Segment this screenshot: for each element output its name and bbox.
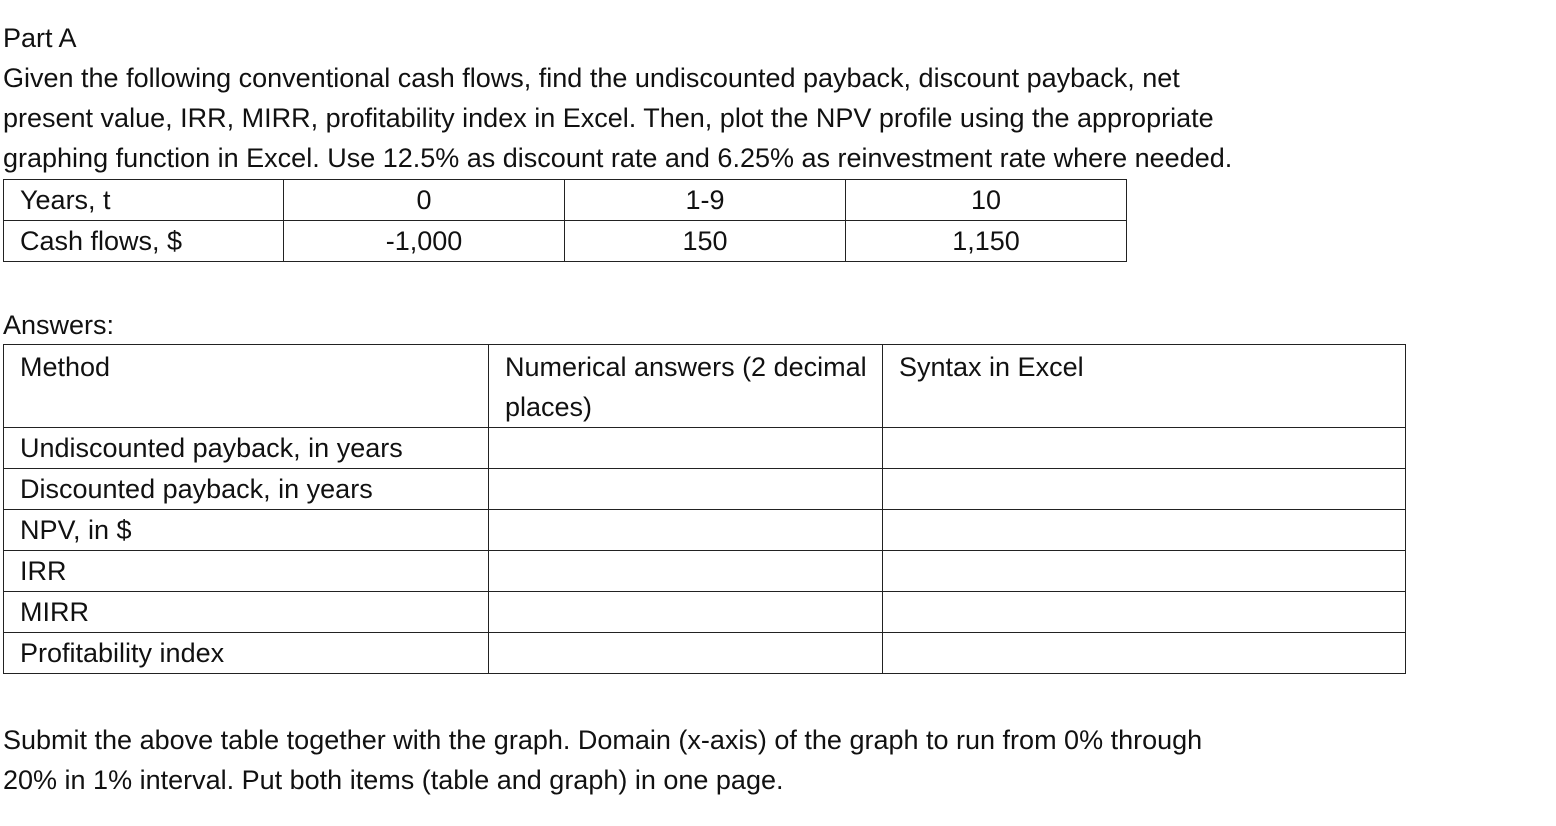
cash-flow-row-years — [4, 180, 1127, 221]
instructions-line-3: graphing function in Excel. Use 12.5% as discount rate and 6.25% as reinvestment rate where needed. — [3, 143, 1233, 173]
cash-flows-label: Cash flows, $ — [4, 221, 284, 262]
cash-flow-cell: -1,000 — [284, 221, 565, 262]
excel-syntax-header: Syntax in Excel — [883, 345, 1406, 428]
answer-cell[interactable] — [489, 510, 883, 551]
method-cell: IRR — [4, 551, 489, 592]
year-cell: 1-9 — [565, 180, 846, 221]
answer-cell[interactable] — [489, 551, 883, 592]
table-row — [4, 428, 1406, 469]
cash-flow-row-amounts — [4, 221, 1127, 262]
method-cell: NPV, in $ — [4, 510, 489, 551]
syntax-cell[interactable] — [883, 510, 1406, 551]
method-header: Method — [4, 345, 489, 428]
instructions-line-1: Given the following conventional cash flows, find the undiscounted payback, discount payback, net — [3, 63, 1180, 93]
year-cell: 10 — [846, 180, 1127, 221]
numerical-answers-header: Numerical answers (2 decimal places) — [489, 345, 883, 428]
answers-table — [3, 344, 1406, 674]
table-row — [4, 551, 1406, 592]
method-cell: Profitability index — [4, 633, 489, 674]
part-title: Part A — [3, 23, 77, 53]
answers-header-row — [4, 345, 1406, 428]
table-row — [4, 633, 1406, 674]
syntax-cell[interactable] — [883, 469, 1406, 510]
answer-cell[interactable] — [489, 469, 883, 510]
syntax-cell[interactable] — [883, 428, 1406, 469]
years-label: Years, t — [4, 180, 284, 221]
cash-flow-table — [3, 179, 1127, 262]
syntax-cell[interactable] — [883, 551, 1406, 592]
table-row — [4, 469, 1406, 510]
table-row — [4, 510, 1406, 551]
answer-cell[interactable] — [489, 428, 883, 469]
submit-line-2: 20% in 1% interval. Put both items (table and graph) in one page. — [3, 765, 784, 795]
table-row — [4, 592, 1406, 633]
year-cell: 0 — [284, 180, 565, 221]
method-cell: MIRR — [4, 592, 489, 633]
answer-cell[interactable] — [489, 633, 883, 674]
syntax-cell[interactable] — [883, 592, 1406, 633]
syntax-cell[interactable] — [883, 633, 1406, 674]
cash-flow-cell: 1,150 — [846, 221, 1127, 262]
method-cell: Discounted payback, in years — [4, 469, 489, 510]
method-cell: Undiscounted payback, in years — [4, 428, 489, 469]
cash-flow-cell: 150 — [565, 221, 846, 262]
answers-label: Answers: — [3, 310, 115, 340]
answer-cell[interactable] — [489, 592, 883, 633]
submit-line-1: Submit the above table together with the graph. Domain (x-axis) of the graph to run from 0% through — [3, 725, 1203, 755]
instructions-line-2: present value, IRR, MIRR, profitability index in Excel. Then, plot the NPV profile using the appropriate — [3, 103, 1214, 133]
